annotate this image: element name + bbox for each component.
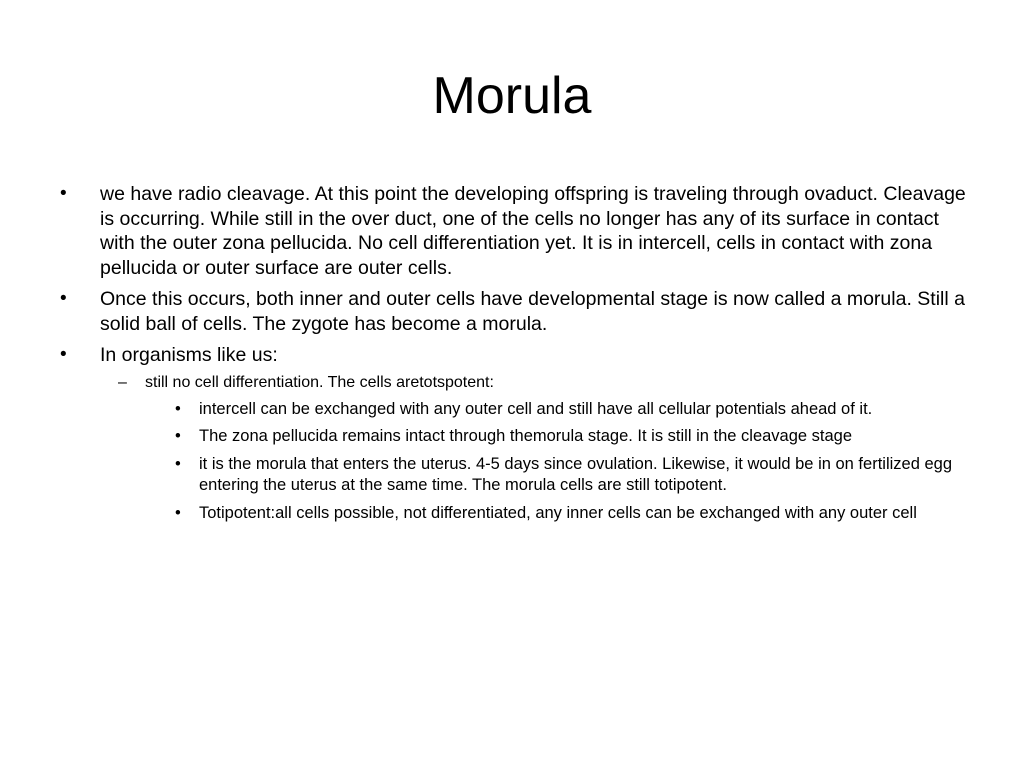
nested-bullet-text: The zona pellucida remains intact through themorula stage. It is still in the cleavage stage bbox=[199, 427, 853, 445]
bullet-text: In organisms like us: bbox=[100, 344, 278, 366]
bullet-icon: • bbox=[175, 503, 181, 522]
bullet-icon: • bbox=[175, 427, 181, 445]
bullet-item bbox=[55, 182, 975, 280]
nested-bullet-item bbox=[100, 503, 975, 525]
nested-bullet-item bbox=[100, 454, 975, 497]
bullet-text: Once this occurs, both inner and outer cells have developmental stage is now called a morula. Still a solid ball of cells. The zygote has become a morula. bbox=[100, 288, 965, 335]
nested-bullet-list bbox=[100, 399, 975, 525]
bullet-icon: • bbox=[60, 288, 67, 309]
bullet-list bbox=[55, 182, 975, 524]
bullet-icon: • bbox=[175, 399, 181, 418]
nested-bullet-item bbox=[100, 399, 975, 421]
nested-bullet-item bbox=[100, 426, 975, 448]
bullet-icon: • bbox=[60, 344, 67, 365]
dash-icon: – bbox=[118, 373, 127, 391]
bullet-item bbox=[55, 343, 975, 524]
sub-bullet-list bbox=[100, 372, 975, 525]
bullet-text: we have radio cleavage. At this point the developing offspring is traveling through ovaduct. Cleavage is occurring. While still in the over duct, one of the cells no longer has any of its surface in contact with the outer zona pellucida. No cell differentiation yet. It is in intercell, cells in contact with zona pellucida or outer surface are outer cells. bbox=[100, 183, 966, 279]
slide-content bbox=[55, 182, 975, 531]
bullet-item bbox=[55, 287, 975, 336]
bullet-icon: • bbox=[175, 454, 181, 473]
sub-bullet-text: still no cell differentiation. The cells aretotspotent: bbox=[145, 373, 494, 391]
nested-bullet-text: Totipotent:all cells possible, not differentiated, any inner cells can be exchanged with any outer cell bbox=[199, 503, 917, 522]
slide-title: Morula bbox=[432, 67, 592, 125]
bullet-icon: • bbox=[60, 183, 67, 204]
sub-bullet-item bbox=[100, 372, 975, 525]
nested-bullet-text: intercell can be exchanged with any outer cell and still have all cellular potentials ahead of it. bbox=[199, 399, 873, 418]
nested-bullet-text: it is the morula that enters the uterus. 4-5 days since ovulation. Likewise, it would be in on fertilized egg entering the uterus at the same time. The morula cells are still totipotent. bbox=[199, 454, 952, 494]
